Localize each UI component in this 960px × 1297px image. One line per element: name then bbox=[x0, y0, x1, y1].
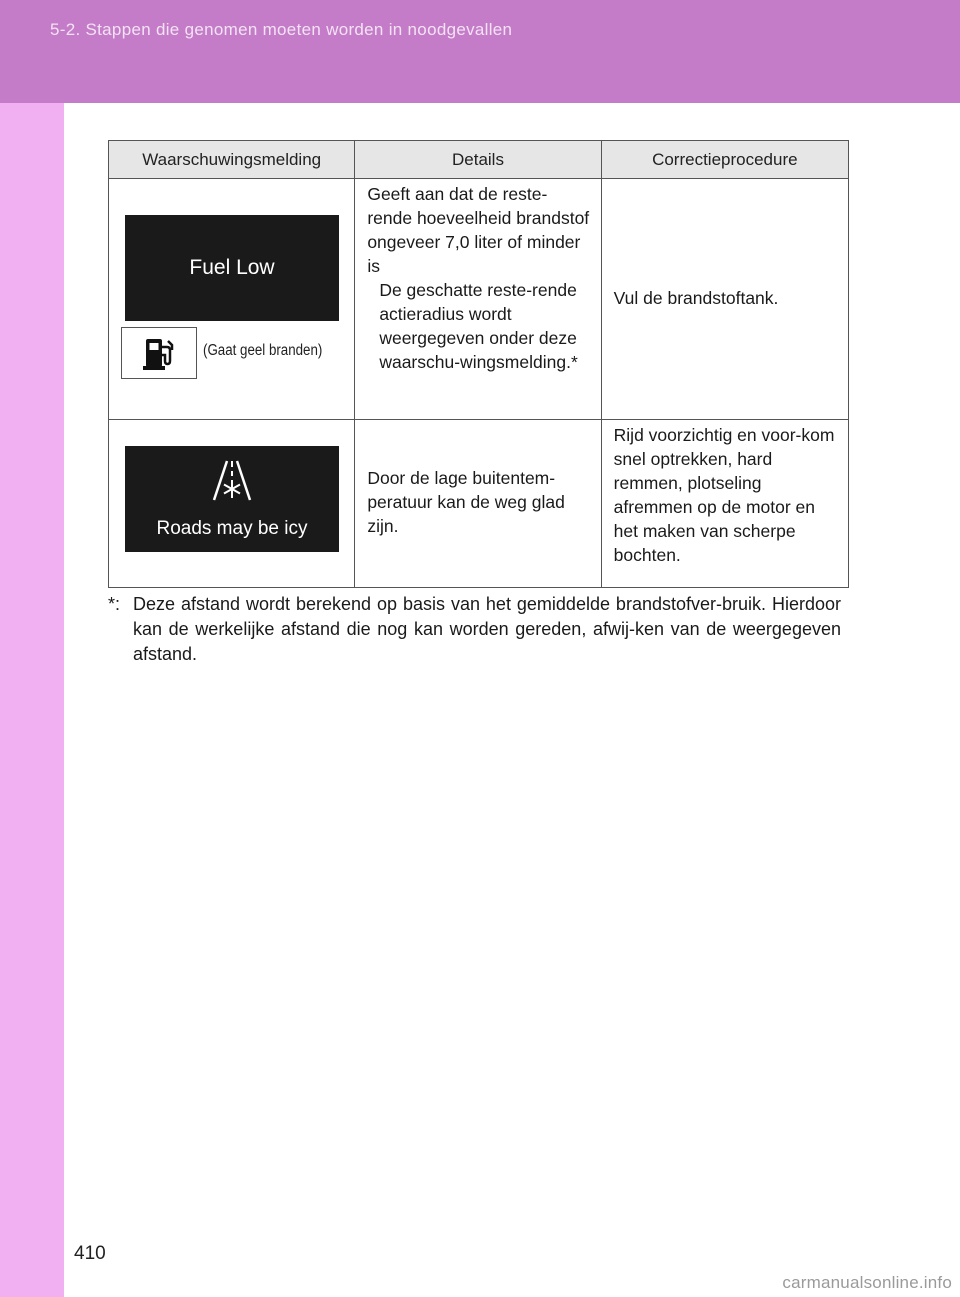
warning-image-cell bbox=[109, 179, 355, 420]
column-header-warning: Waarschuwingsmelding bbox=[109, 141, 355, 179]
table-row bbox=[109, 179, 849, 420]
details-note: De geschatte reste-rende actieradius wordt weergegeven onder deze waarschu-wingsmelding.* bbox=[379, 280, 578, 372]
correction-cell bbox=[601, 420, 848, 588]
table-header-row bbox=[109, 141, 849, 179]
page-number: 410 bbox=[74, 1243, 106, 1264]
side-strip bbox=[0, 103, 64, 1297]
indicator-caption: (Gaat geel branden) bbox=[203, 342, 323, 359]
footnote-text: Deze afstand wordt berekend op basis van het gemiddelde brandstofver-bruik. Hierdoor kan de werkelijke afstand die nog kan worden gereden, afwij-ken van de weergegeven afstand. bbox=[133, 594, 841, 664]
display-message: Fuel Low bbox=[189, 256, 275, 279]
header-band bbox=[0, 0, 960, 103]
icy-road-icon bbox=[209, 458, 255, 511]
correction-text: Vul de brandstoftank. bbox=[613, 287, 779, 308]
details-cell bbox=[355, 179, 601, 420]
warning-table bbox=[108, 140, 849, 588]
correction-cell bbox=[601, 179, 848, 420]
correction-text: Rijd voorzichtig en voor-kom snel optrekken, hard remmen, plotseling afremmen op de motor en het maken van scherpe bochten. bbox=[613, 425, 835, 565]
table-row bbox=[109, 420, 849, 588]
column-header-correction: Correctieprocedure bbox=[601, 141, 848, 179]
fuel-low-display bbox=[125, 215, 339, 321]
column-header-details: Details bbox=[355, 141, 601, 179]
details-text: Geeft aan dat de reste-rende hoeveelheid brandstof ongeveer 7,0 liter of minder is bbox=[367, 184, 590, 276]
details-text: Door de lage buitentem-peratuur kan de weg glad zijn. bbox=[367, 468, 565, 536]
icy-road-display bbox=[125, 446, 339, 552]
details-cell bbox=[355, 420, 601, 588]
footnote-marker: *: bbox=[108, 594, 121, 614]
fuel-pump-icon bbox=[121, 327, 197, 379]
footnote bbox=[108, 592, 841, 667]
display-message: Roads may be icy bbox=[156, 517, 308, 539]
warning-image-cell bbox=[109, 420, 355, 588]
watermark: carmanualsonline.info bbox=[782, 1273, 952, 1292]
section-title: 5-2. Stappen die genomen moeten worden in noodgevallen bbox=[50, 20, 513, 39]
